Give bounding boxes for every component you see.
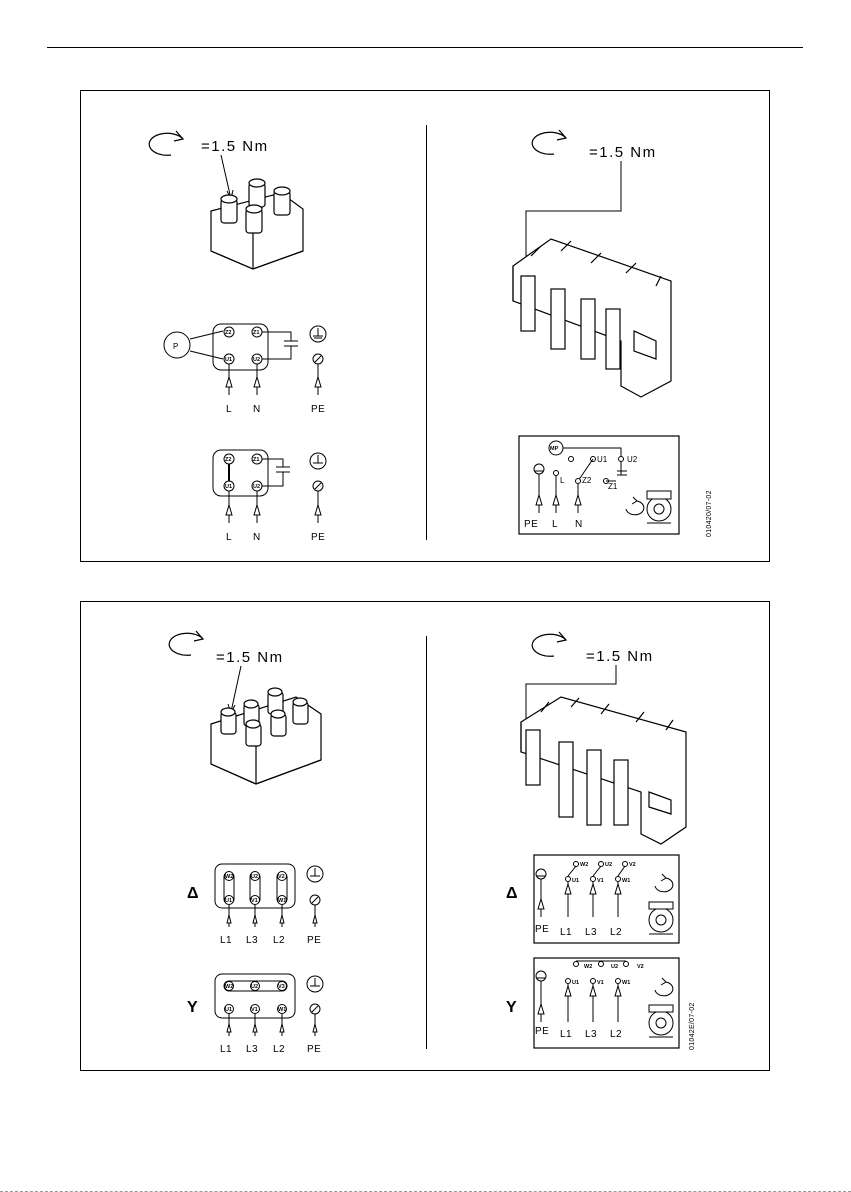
diagram-label: V1 <box>251 1007 258 1013</box>
diagram-label: U1 <box>225 1007 233 1013</box>
diagram-label: L3 <box>585 1029 598 1040</box>
diagram-label: N <box>253 404 261 415</box>
torque-arrow-icon <box>532 130 566 154</box>
diagram-label: PE <box>524 519 539 530</box>
diagram-label: W2 <box>225 984 234 990</box>
diagram-label: U1 <box>225 484 233 490</box>
terminal-block-illustration <box>211 688 321 784</box>
diagram-label: PE <box>535 1026 550 1037</box>
diagram-label: U2 <box>627 455 638 464</box>
pump-symbol: P <box>173 342 179 351</box>
diagram-label: U1 <box>225 898 233 904</box>
diagram-label: V1 <box>597 878 604 884</box>
diagram-label: V1 <box>597 980 604 986</box>
terminal-strip-illustration <box>513 239 671 397</box>
diagram-label: PE <box>311 404 326 415</box>
delta-wiring-diagram <box>187 864 323 946</box>
star-symbol: Y <box>506 999 517 1016</box>
diagram-label: L1 <box>220 935 233 946</box>
diagram-label: L3 <box>585 927 598 938</box>
diagram-label: U1 <box>572 980 580 986</box>
wiring-diagram-lower <box>213 450 326 543</box>
torque-label-left: =1.5 Nm <box>201 138 269 155</box>
torque-label-right: =1.5 Nm <box>589 144 657 161</box>
diagram-label: Z2 <box>225 330 232 336</box>
pump-icon <box>649 902 673 934</box>
terminal-strip-illustration <box>521 697 686 844</box>
diagram-label: U2 <box>611 964 619 970</box>
diagram-label: L1 <box>560 1029 573 1040</box>
diagram-label: V3 <box>278 984 285 990</box>
pump-icon <box>647 491 671 523</box>
diagram-label: L2 <box>610 927 623 938</box>
diagram-label: U2 <box>253 484 261 490</box>
diagram-label: U2 <box>605 862 613 868</box>
diagram-label: L2 <box>273 935 286 946</box>
diagram-label: L <box>552 519 559 530</box>
diagram-label: Z1 <box>253 457 260 463</box>
delta-symbol: Δ <box>187 885 199 902</box>
diagram-label: V2 <box>278 874 285 880</box>
diagram-label: L <box>560 476 565 485</box>
motor-connection-box <box>519 436 679 534</box>
pump-icon <box>649 1005 673 1037</box>
diagram-label: W1 <box>278 1007 287 1013</box>
diagram-label: Z2 <box>582 476 592 485</box>
diagram-label: W1 <box>622 980 631 986</box>
right-delta-connection-box <box>506 855 679 943</box>
diagram-label: U1 <box>225 357 233 363</box>
torque-arrow-icon <box>169 631 203 655</box>
diagram-label: W2 <box>584 964 593 970</box>
torque-label-left: =1.5 Nm <box>216 649 284 666</box>
diagram-label: Z1 <box>253 330 260 336</box>
terminal-block-illustration <box>211 179 303 269</box>
diagram-label: N <box>575 519 583 530</box>
diagram-label: U1 <box>597 455 608 464</box>
drawing-code-top: 010420/07-02 <box>706 490 713 537</box>
diagram-label: L1 <box>220 1044 233 1055</box>
diagram-label: W2 <box>225 874 234 880</box>
drawing-code-bottom: 01042E/07-02 <box>689 1002 696 1050</box>
diagram-label: L2 <box>273 1044 286 1055</box>
diagram-label: Z1 <box>608 482 618 491</box>
diagram-label: PE <box>311 532 326 543</box>
diagram-label: PE <box>307 935 322 946</box>
diagram-label: V2 <box>629 862 636 868</box>
diagram-label: W2 <box>580 862 589 868</box>
diagram-label: U2 <box>251 874 259 880</box>
three-phase-connection-panel <box>80 601 770 1071</box>
diagram-label: L3 <box>246 1044 259 1055</box>
torque-arrow-icon <box>532 632 566 656</box>
diagram-label: V1 <box>251 898 258 904</box>
header-rule <box>47 47 803 48</box>
right-star-connection-box <box>506 958 679 1048</box>
diagram-label: U2 <box>251 984 259 990</box>
delta-symbol: Δ <box>506 885 518 902</box>
diagram-label: U1 <box>572 878 580 884</box>
rotation-direction-icon <box>655 874 673 892</box>
diagram-label: PE <box>307 1044 322 1055</box>
rotation-direction-icon <box>626 497 644 515</box>
star-symbol: Y <box>187 999 198 1016</box>
three-phase-diagrams <box>81 602 771 1072</box>
diagram-label: W1 <box>622 878 631 884</box>
diagram-label: L1 <box>560 927 573 938</box>
diagram-label: N <box>253 532 261 543</box>
diagram-label: PE <box>535 924 550 935</box>
diagram-label: L3 <box>246 935 259 946</box>
single-phase-diagrams <box>81 91 771 563</box>
torque-label-right: =1.5 Nm <box>586 648 654 665</box>
single-phase-connection-panel <box>80 90 770 562</box>
star-wiring-diagram <box>187 974 323 1055</box>
diagram-label: MP <box>550 446 559 452</box>
diagram-label: L <box>226 532 233 543</box>
wiring-diagram-upper <box>164 324 326 415</box>
diagram-label: L <box>226 404 233 415</box>
diagram-label: Z2 <box>225 457 232 463</box>
diagram-label: V2 <box>637 964 644 970</box>
diagram-label: W1 <box>278 898 287 904</box>
rotation-direction-icon <box>655 978 673 996</box>
diagram-label: L2 <box>610 1029 623 1040</box>
diagram-label: U2 <box>253 357 261 363</box>
torque-arrow-icon <box>149 131 183 155</box>
